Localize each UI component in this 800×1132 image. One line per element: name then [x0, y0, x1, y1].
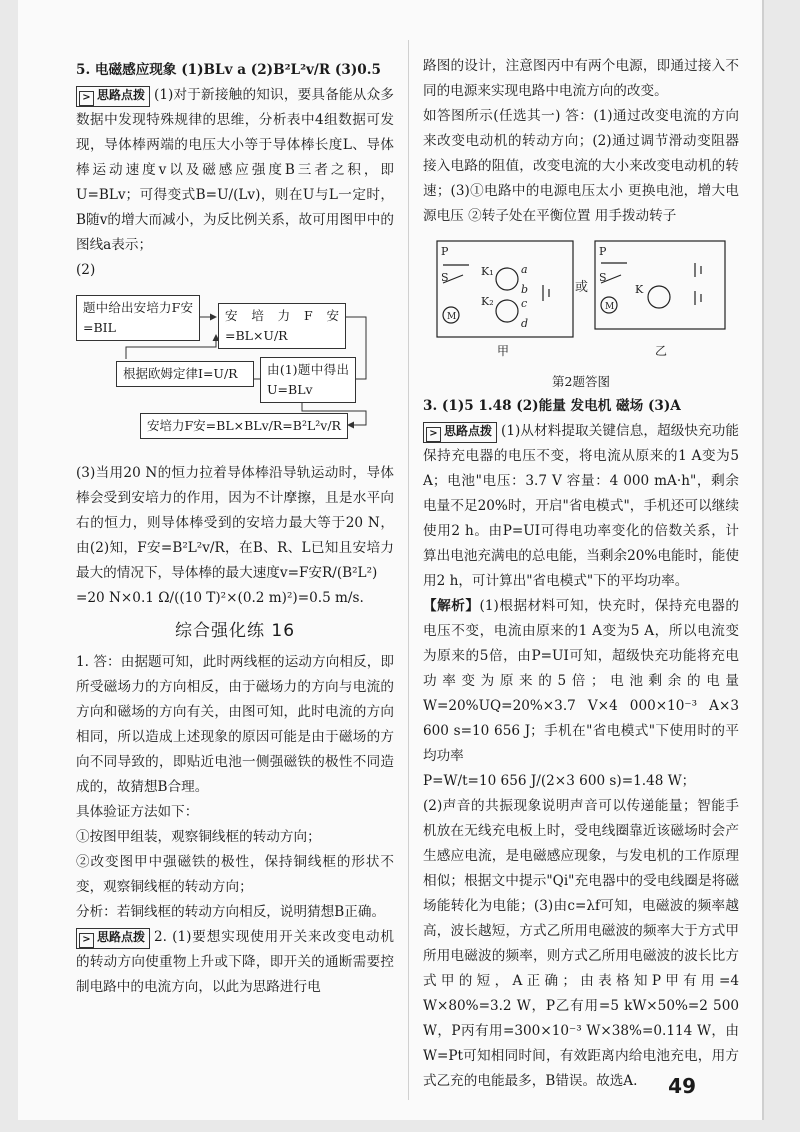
q5-part3: (3)当用20 N的恒力拉着导体棒沿导轨运动时，导体棒会受到安培力的作用，因为不计摩擦，且是水平向右的恒力，则导体棒受到的安培力最大等于20 N，由(2)知，F安=B²L²v/R，在B、R、L已知且安培力最大的情况下，导体棒的最大速度v=F安R/(B²L²) [76, 465, 394, 581]
q1-step-1: ①按图甲组装，观察铜线框的转动方向； [76, 829, 321, 845]
figure-caption: 第2题答图 [552, 374, 610, 389]
analysis-label: 【解析】 [423, 598, 480, 614]
chevron-right-icon: > [79, 933, 94, 948]
label-yi: 乙 [655, 344, 668, 358]
label-d: d [521, 317, 529, 330]
label-jia: 甲 [497, 344, 510, 358]
q2-start-text: 2. (1)要想实现使用开关来改变电动机的转动方向使重物上升或下降，即开关的通断需要控制电路中的电流方向，以此为思路进行电 [76, 929, 394, 995]
q3-analysis-2: (2)声音的共振现象说明声音可以传递能量；智能手机放在无线充电板上时，受电线圈靠近该磁场时会产生感应电流，是电磁感应现象，与发电机的工作原理相似；根据文中提示"Qi"充电器中的受电线圈是将磁场能转化为电能；(3)由c=λf可知，电磁波的频率越高，波长越短，方式乙所用电磁波的频率大于方式甲所用电磁波的频率，则方式乙所用电磁波的波长比方式甲的短，A正确；由表格知P甲有用=4 W×80%=3.2 W，P乙有用=5 kW×50%=2 500 W，P丙有用=300×10⁻³ W×38%=0.114 W，由W=Pt可知相同时间，有效距离内给电池充电，用方式乙充的电能最多，B错误。故选A. [423, 798, 739, 1089]
flow-box-ohm: 根据欧姆定律I=U/R [116, 361, 254, 387]
label-c: c [521, 297, 528, 310]
flow-box-from1: 由(1)题中得出U=BLv [260, 357, 356, 403]
lamp-a-jia-icon [496, 268, 518, 290]
page-sheet [18, 0, 764, 1120]
circuit-yi-frame [595, 241, 725, 329]
label-M-jia: M [447, 312, 457, 322]
label-b: b [521, 283, 529, 296]
q2-continued: 路图的设计，注意图丙中有两个电源，即通过接入不同的电源来实现电路中电流方向的改变。 [423, 58, 739, 99]
flow-box-given: 题中给出安培力F安=BIL [76, 295, 200, 341]
label-S-yi: S [599, 271, 607, 284]
label-P-yi: P [599, 245, 607, 258]
circuit-diagrams [423, 235, 739, 367]
or-label: 或 [575, 280, 589, 295]
q1-answer: 1. 答：由据题可知，此时两线框的运动方向相反，即所受磁场力的方向相反，由于磁场力的方向与电流的方向和磁场的方向有关，由图可知，此时电流的方向相同，所以造成上述现象的原因可能是由于磁场的方向不同导致的，即贴近电池一侧强磁铁的极性不同造成的，故猜想B合理。 [76, 654, 394, 795]
label-M-yi: M [605, 302, 615, 312]
q2-start [76, 925, 394, 1000]
q5-part2-label: (2) [76, 262, 96, 278]
flowchart [76, 287, 394, 455]
lamp-yi-icon [648, 286, 670, 308]
lamp-c-jia-icon [496, 300, 518, 322]
hint-label: 思路点拨 [444, 424, 493, 438]
flow-box-ampere2: 安培力F安=BL×BLv/R=B²L²v/R [140, 413, 348, 439]
hint-badge [76, 928, 150, 949]
hint-label: 思路点拨 [97, 88, 146, 102]
q2-answer: 如答图所示(任选其一) 答：(1)通过改变电流的方向来改变电动机的转动方向；(2)通过调节滑动变阻器接入电路的阻值，改变电流的大小来改变电动机的转速；(3)①电路中的电源电压太小 更换电池，增大电源电压 ②转子处在平衡位置 用手拨动转子 [423, 108, 739, 224]
label-K2: K₂ [481, 295, 494, 308]
circuit-figure [423, 235, 739, 367]
circuit-jia [437, 241, 573, 337]
q5-heading: 5. 电磁感应现象 (1)BLv a (2)B²L²v/R (3)0.5 [76, 62, 381, 78]
label-S-jia: S [441, 271, 449, 284]
q3-heading: 3. (1)5 1.48 (2)能量 发电机 磁场 (3)A [423, 398, 681, 414]
q1-analysis: 分析：若铜线框的转动方向相反，说明猜想B正确。 [76, 904, 386, 920]
flow-box-ampere1: 安培力F安=BL×U/R [218, 303, 346, 349]
section-title: 综合强化练 16 [174, 621, 296, 641]
column-divider [408, 40, 409, 1100]
q5-part3-calc: =20 N×0.1 Ω/((10 T)²×(0.2 m)²)=0.5 m/s. [76, 590, 364, 606]
q3-hint-text: (1)从材料提取关键信息，超级快充功能保持充电器的电压不变，将电流从原来的1 A变为5 A；电池"电压：3.7 V 容量：4 000 mA·h"，剩余电量不足20%时，开启"省电模式"，手机还可以继续使用2 h。由P=UI可得电功率变化的倍数关系，计算出电池充满电的总电能，当剩余20%电能时，能使用2 h，可计算出"省电模式"下的平均功率。 [423, 423, 739, 589]
page-number: 49 [668, 1074, 696, 1098]
q3-formula: P=W/t=10 656 J/(2×3 600 s)=1.48 W； [423, 773, 696, 789]
hint-badge [76, 86, 150, 107]
q5-hint-text: (1)对于新接触的知识，要具备能从众多数据中发现特殊规律的思维，分析表中4组数据可发现，导体棒两端的电压大小等于导体棒长度L、导体棒运动速度v以及磁感应强度B三者之积，即U=BLv；可得变式B=U/(Lv)，则在U与L一定时，B随v的增大而减小，为反比例关系，故可用图甲中的图线a表示； [76, 87, 394, 253]
q3-analysis-text: (1)根据材料可知，快充时，保持充电器的电压不变，电流由原来的1 A变为5 A，所以电流变为原来的5倍，由P=UI可知，超级快充功能将充电功率变为原来的5倍；电池剩余的电量W=20%UQ=20%×3.7 V×4 000×10⁻³ A×3 600 s=10 656 J；手机在"省电模式"下使用时的平均功率 [423, 598, 739, 764]
label-P-jia: P [441, 245, 449, 258]
q3-hint [423, 419, 739, 594]
q1-method: 具体验证方法如下： [76, 804, 199, 820]
label-K-yi: K [635, 283, 644, 296]
hint-badge [423, 422, 497, 443]
circuit-jia-frame [437, 241, 573, 337]
circuit-yi [595, 241, 725, 329]
chevron-right-icon: > [79, 91, 94, 106]
right-column [423, 54, 739, 1094]
q5-hint [76, 83, 394, 258]
q1-step-2: ②改变图甲中强磁铁的极性，保持铜线框的形状不变，观察铜线框的转动方向； [76, 854, 394, 895]
label-a: a [521, 263, 528, 276]
label-K1: K₁ [481, 265, 494, 278]
chevron-right-icon: > [426, 427, 441, 442]
left-column [76, 58, 394, 1000]
q3-analysis [423, 594, 739, 769]
hint-label: 思路点拨 [97, 930, 146, 944]
